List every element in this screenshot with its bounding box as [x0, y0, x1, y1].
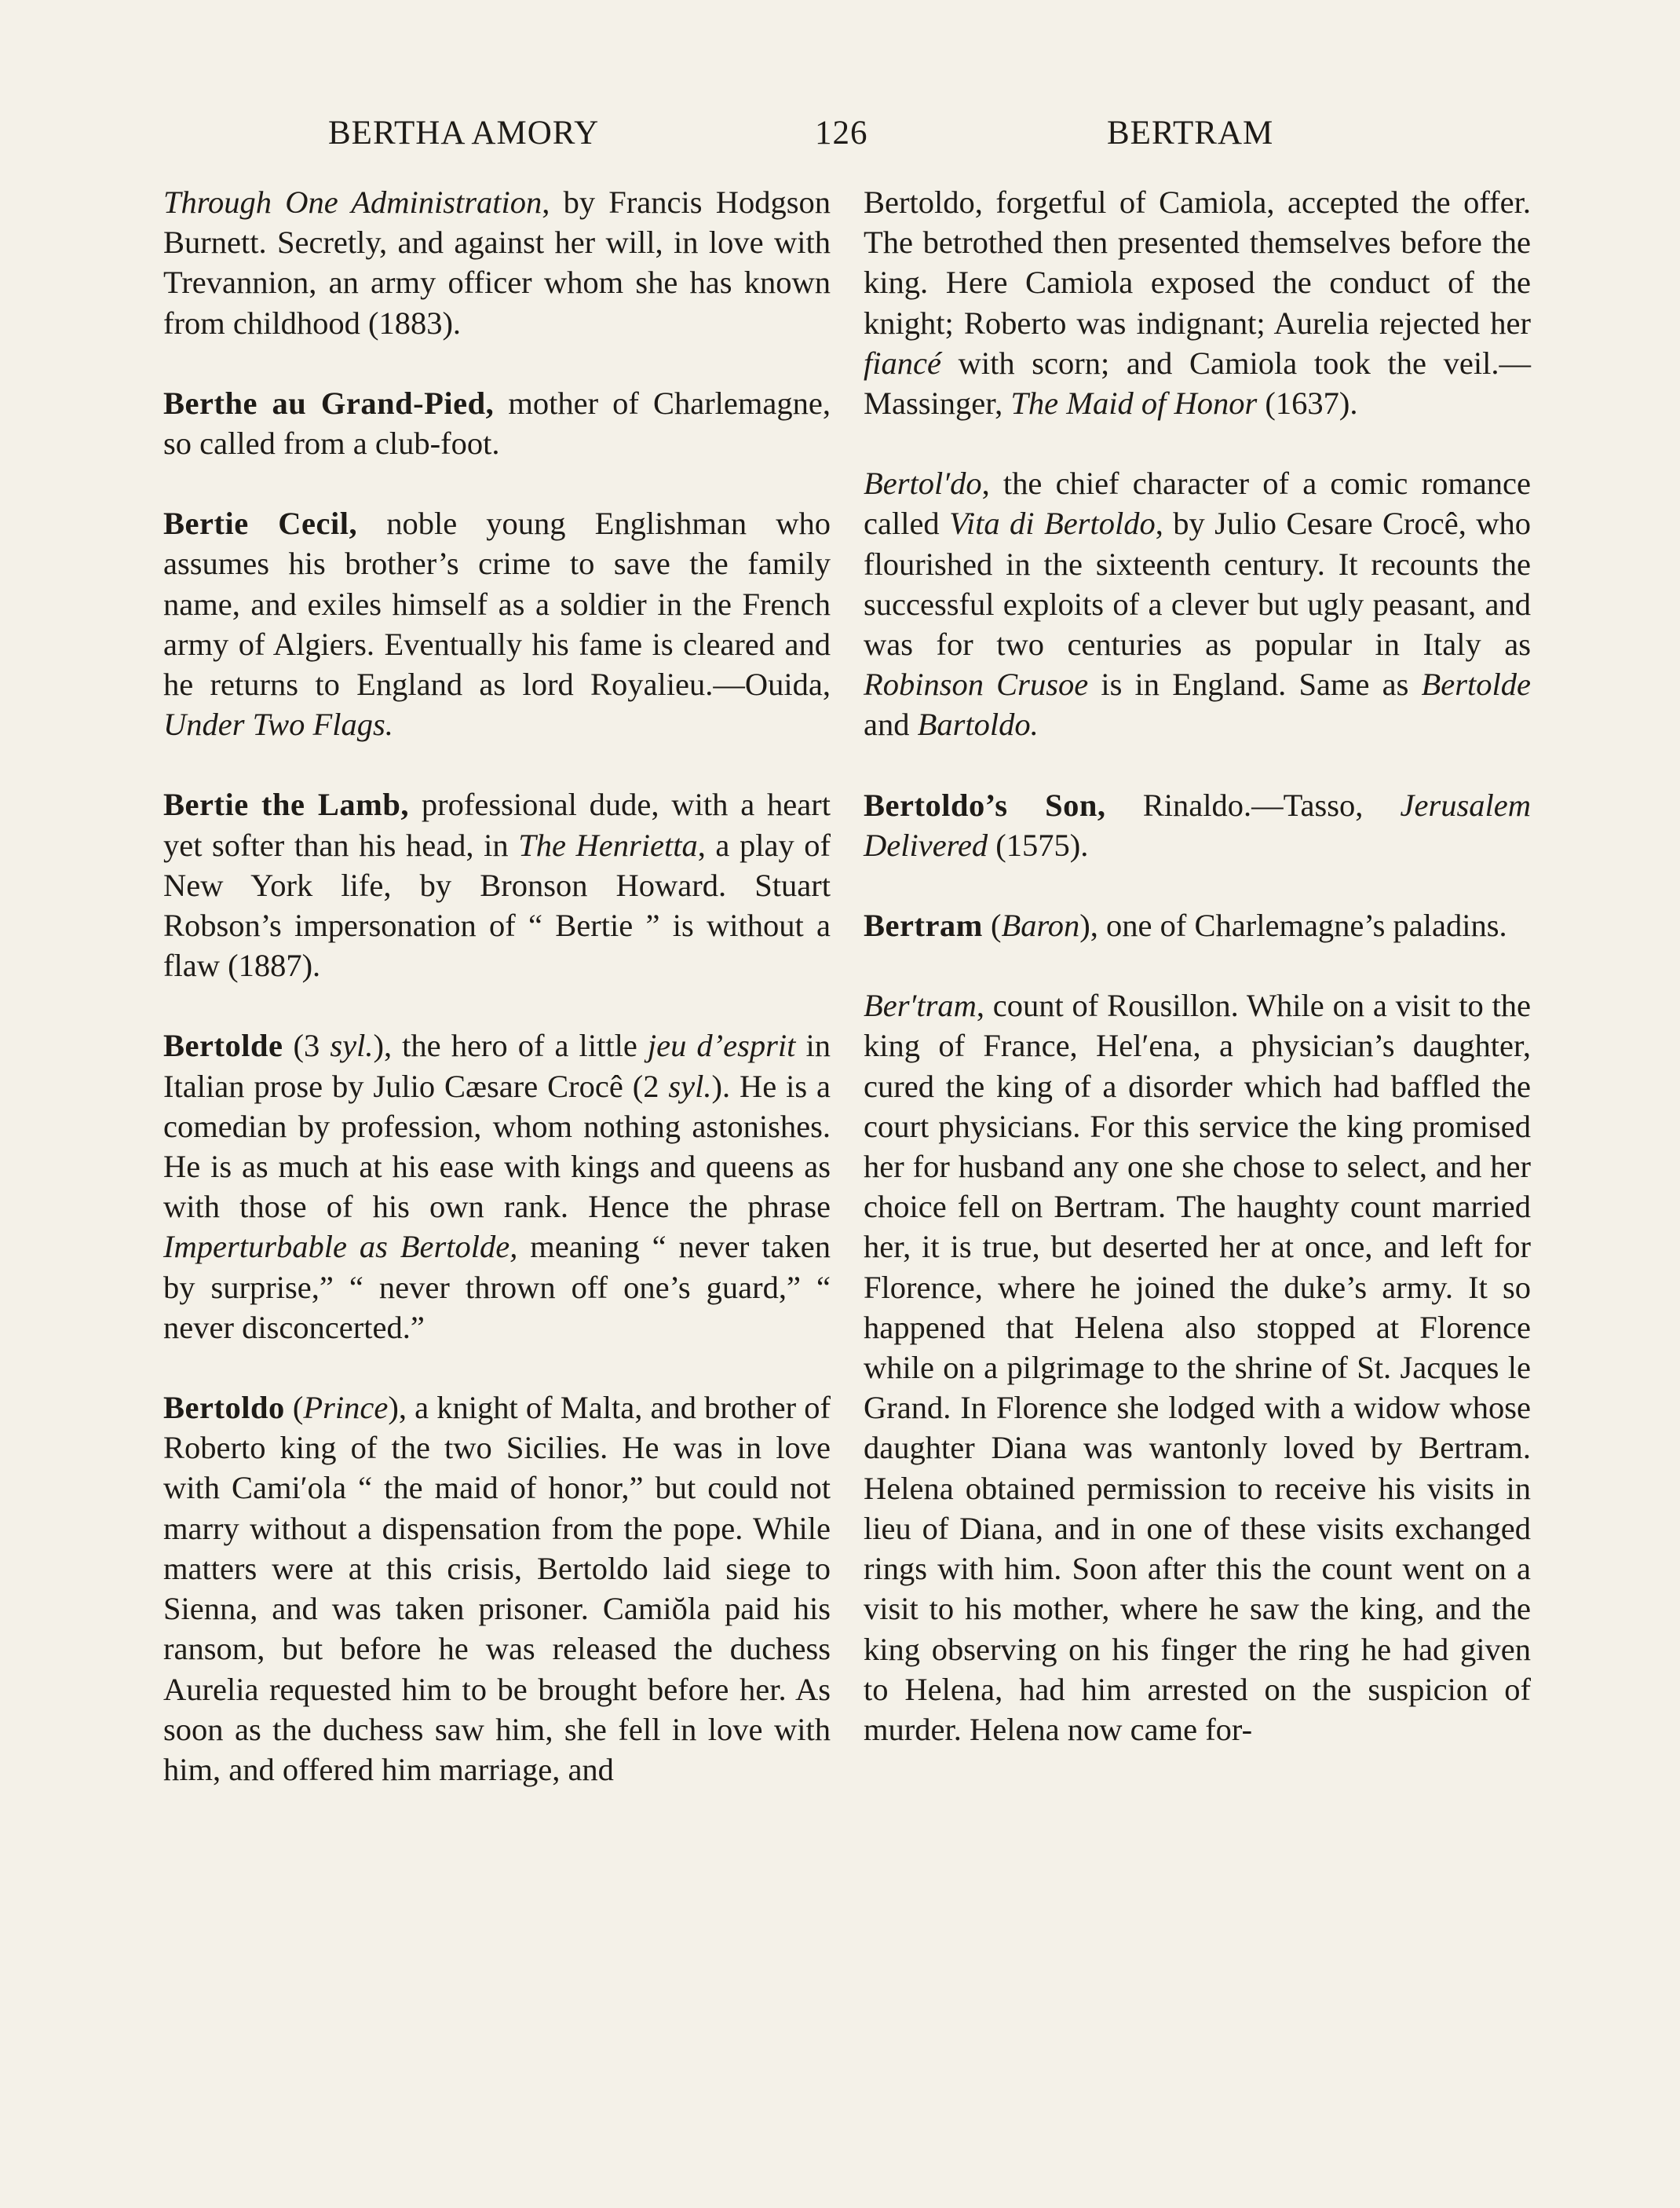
entry-headword: Ber′tram — [864, 988, 977, 1024]
italic-text: Prince — [303, 1390, 389, 1426]
entry-headword: Bertoldo — [163, 1390, 285, 1426]
entry-bertie-cecil — [163, 503, 831, 744]
header-left-guide-word: BERTHA AMORY — [328, 115, 600, 152]
italic-text: fiancé — [864, 345, 941, 381]
entry-headword: Bertolde — [163, 1028, 283, 1064]
italic-text: Baron — [1001, 908, 1080, 944]
italic-text: jeu d’esprit — [647, 1028, 796, 1064]
entry-text: , by Julio Cesare Crocê, who flourished in the sixteenth century. It recounts the successful exploits of a clever but ugly peasant, and was for two centuries as popular in Italy as — [864, 506, 1531, 663]
work-title: Through One Administration — [163, 185, 542, 220]
italic-text: Bertolde — [1421, 667, 1531, 703]
entry-text: in Italian prose by Julio Cæsare Crocê (2 — [163, 1028, 831, 1104]
entry-text: , by Francis Hodgson Burnett. Secretly, and against her will, in love with Trevannion, an army officer whom she has known from childhood (1883). — [163, 185, 831, 341]
work-title: Vita di Bertoldo — [949, 506, 1156, 542]
entry-text: is in England. Same as — [1088, 667, 1422, 703]
entry-headword: Bertol′do — [864, 466, 982, 502]
italic-text: Bartoldo. — [917, 707, 1039, 743]
entry-text: ). He is a comedian by profession, whom nothing astonishes. He is as much at his ease with kings and queens as with those of his own rank. Hence the phrase — [163, 1068, 831, 1225]
entry-text: ( — [284, 1390, 304, 1426]
entry-text: with scorn; and Camiola took the veil.—Massinger, — [864, 345, 1531, 422]
entry-text: and — [864, 707, 918, 743]
work-title: Jerusalem Delivered — [864, 787, 1531, 863]
entry-text: meaning “ never taken by surprise,” “ never thrown off one’s guard,” “ never disconcerted.” — [163, 1229, 831, 1345]
entry-headword: Bertie the Lamb, — [163, 787, 410, 823]
entry-text: professional dude, with a heart yet softer than his head, in — [163, 787, 831, 863]
right-column — [864, 182, 1531, 1789]
entry-bertolde — [163, 1025, 831, 1347]
entry-headword: Bertram — [864, 908, 983, 944]
entry-bertram-baron — [864, 905, 1531, 945]
header-right-guide-word: BERTRAM — [1107, 115, 1274, 152]
work-title: The Maid of Honor — [1010, 386, 1258, 422]
italic-text: syl. — [330, 1028, 374, 1064]
entry-bertoldos-son — [864, 785, 1531, 865]
entry-text: ), a knight of Malta, and brother of Roberto king of the two Sicilies. He was in love with Cami′ola “ the maid of honor,” but could not marry without a dispensation from the pope. While matters were at this crisis, Bertoldo laid siege to Sienna, and was taken prisoner. Camiŏla paid his ransom, but before he was released the duchess Aurelia requested him to be brought before her. As soon as the duchess saw him, she fell in love with him, and offered him marriage, and — [163, 1390, 831, 1787]
work-title: Under Two Flags. — [163, 707, 393, 743]
work-title: The Henrietta — [518, 827, 698, 863]
entry-text: , count of Rousillon. While on a visit to the king of France, Hel′ena, a physician’s daughter, cured the king of a disorder which had baffled the court physicians. For this service the king promised her for husband any one she chose to select, and her choice fell on Bertram. The haughty count married her, it is true, but deserted her at once, and left for Florence, where he joined the duke’s army. It so happened that Helena also stopped at Florence while on a pilgrimage to the shrine of St. Jacques le Grand. In Florence she lodged with a widow whose daughter Diana was wantonly loved by Bertram. Helena obtained permission to receive his visits in lieu of Diana, and in one of these visits exchanged rings with him. Soon after this the count went on a visit to his mother, where he saw the king, and the king observing on his finger the ring he had given to Helena, had him arrested on the suspicion of murder. Helena now came for- — [864, 988, 1531, 1747]
work-title: Robinson Crusoe — [864, 667, 1089, 703]
entry-text: ), the hero of a little — [373, 1028, 648, 1064]
entry-bertram-count — [864, 985, 1531, 1749]
page-header — [0, 114, 1680, 161]
entry-text: ), one of Charlemagne’s paladins. — [1079, 908, 1507, 944]
left-column — [163, 182, 831, 1830]
italic-text: syl. — [668, 1068, 712, 1104]
entry-text: , a play of New York life, by Bronson Howard. Stuart Robson’s impersonation of “ Bertie ” is without a flaw (1887). — [163, 827, 831, 984]
entry-text: mother of Charlemagne, so called from a club-foot. — [163, 385, 831, 462]
entry-headword: Bertie Cecil, — [163, 506, 358, 542]
entry-bertoldo-prince — [163, 1387, 831, 1789]
entry-text: (1637). — [1257, 386, 1358, 422]
entry-bertie-the-lamb — [163, 784, 831, 985]
entry-bertoldo-prince-continued — [864, 182, 1531, 423]
entry-headword: Berthe au Grand-Pied, — [163, 385, 495, 421]
entry-text: , the chief character of a comic romance called — [864, 466, 1531, 542]
page-number: 126 — [815, 115, 868, 152]
entry-text: Rinaldo.—Tasso, — [1105, 787, 1401, 823]
entry-headword: Bertoldo’s Son, — [864, 787, 1106, 823]
entry-text: (1575). — [988, 827, 1089, 863]
entry-bertha-amory-continued — [163, 182, 831, 343]
entry-bertoldo-romance — [864, 463, 1531, 744]
entry-text: noble young Englishman who assumes his brother’s crime to save the family name, and exiles himself as a soldier in the French army of Algiers. Eventually his fame is cleared and he returns to England as lord Royalieu.—Ouida, — [163, 506, 831, 703]
entry-text: (3 — [283, 1028, 331, 1064]
entry-text: ( — [982, 908, 1002, 944]
entry-berthe-au-grand-pied — [163, 383, 831, 463]
italic-text: Imperturbable as Bertolde, — [163, 1229, 518, 1265]
entry-text: Bertoldo, forgetful of Camiola, accepted the offer. The betrothed then presented themselves before the king. Here Camiola exposed the conduct of the knight; Roberto was indignant; Aurelia rejected her — [864, 185, 1531, 341]
